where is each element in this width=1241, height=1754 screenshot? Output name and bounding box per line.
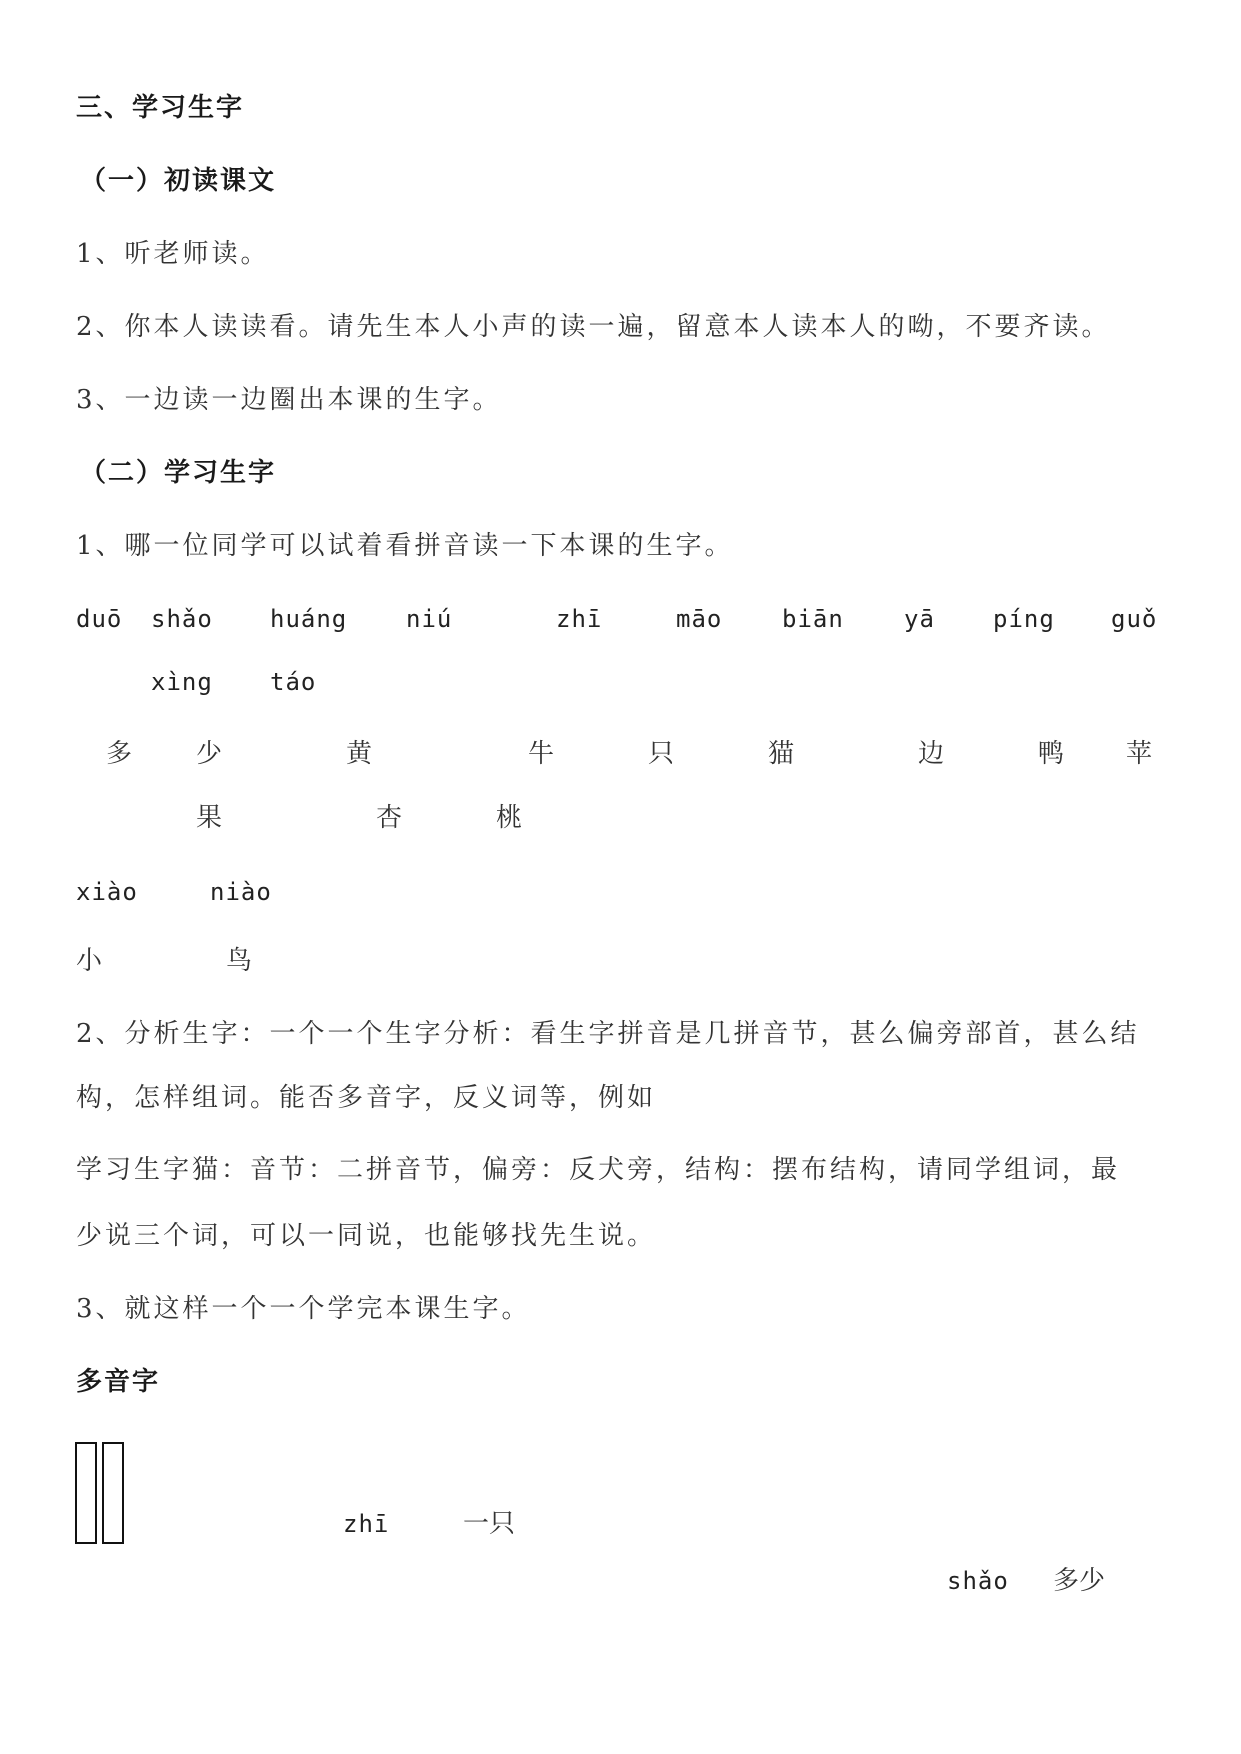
part1-title: （一）初读课文 xyxy=(80,166,277,196)
char-niao: 鸟 xyxy=(226,946,253,976)
char-shao: 少 xyxy=(196,739,223,769)
char-ya: 鸭 xyxy=(1038,739,1065,769)
pinyin-xiao: xiào xyxy=(76,878,138,906)
polyphonic-box-left xyxy=(75,1442,97,1544)
part2-step-2-line-1: 2、分析生字：一个一个生字分析：看生字拼音是几拼音节，甚么偏旁部首，甚么结 xyxy=(76,1019,1140,1049)
pinyin-huang: huáng xyxy=(270,605,348,633)
char-niu: 牛 xyxy=(528,739,555,769)
part1-step-1: 1、听老师读。 xyxy=(76,239,270,269)
pinyin-ping: píng xyxy=(993,605,1055,633)
part2-step-1: 1、哪一位同学可以试着看拼音读一下本课的生字。 xyxy=(76,531,734,561)
pinyin-shao: shǎo xyxy=(151,605,213,633)
part1-step-2: 2、你本人读读看。请先生本人小声的读一遍，留意本人读本人的呦，不要齐读。 xyxy=(76,312,1111,342)
pinyin-niu: niú xyxy=(406,605,453,633)
part2-title: （二）学习生字 xyxy=(80,458,277,488)
example-line-1: 学习生字猫：音节：二拼音节，偏旁：反犬旁，结构：摆布结构，请同学组词，最 xyxy=(76,1155,1121,1185)
polyphonic-pinyin-zhi: zhī xyxy=(343,1510,390,1538)
polyphonic-word-yizhi: 一只 xyxy=(463,1509,516,1539)
pinyin-bian: biān xyxy=(782,605,844,633)
char-zhi: 只 xyxy=(648,739,675,769)
pinyin-xing: xìng xyxy=(151,668,213,696)
char-guo: 果 xyxy=(196,803,223,833)
polyphonic-box-right xyxy=(102,1442,124,1544)
pinyin-zhi: zhī xyxy=(556,605,603,633)
polyphonic-title: 多音字 xyxy=(76,1367,161,1397)
char-xing: 杏 xyxy=(376,803,403,833)
char-xiao: 小 xyxy=(76,946,103,976)
pinyin-niao: niào xyxy=(210,878,272,906)
char-mao: 猫 xyxy=(768,739,795,769)
pinyin-mao: māo xyxy=(676,605,723,633)
char-duo: 多 xyxy=(106,739,133,769)
part2-step-3: 3、就这样一个一个学完本课生字。 xyxy=(76,1294,531,1324)
pinyin-duo: duō xyxy=(76,605,123,633)
char-huang: 黄 xyxy=(346,739,373,769)
part1-step-3: 3、一边读一边圈出本课的生字。 xyxy=(76,385,502,415)
char-tao: 桃 xyxy=(496,803,523,833)
part2-step-2-line-2: 构，怎样组词。能否多音字，反义词等，例如 xyxy=(76,1083,657,1113)
polyphonic-word-duoshao: 多少 xyxy=(1053,1566,1106,1596)
char-bian: 边 xyxy=(918,739,945,769)
pinyin-tao: táo xyxy=(270,668,317,696)
polyphonic-pinyin-shao: shǎo xyxy=(947,1567,1009,1595)
example-line-2: 少说三个词，可以一同说，也能够找先生说。 xyxy=(76,1221,657,1251)
section-title: 三、学习生字 xyxy=(76,93,245,123)
pinyin-ya: yā xyxy=(904,605,935,633)
pinyin-guo: guǒ xyxy=(1111,605,1158,633)
char-ping: 苹 xyxy=(1126,739,1153,769)
